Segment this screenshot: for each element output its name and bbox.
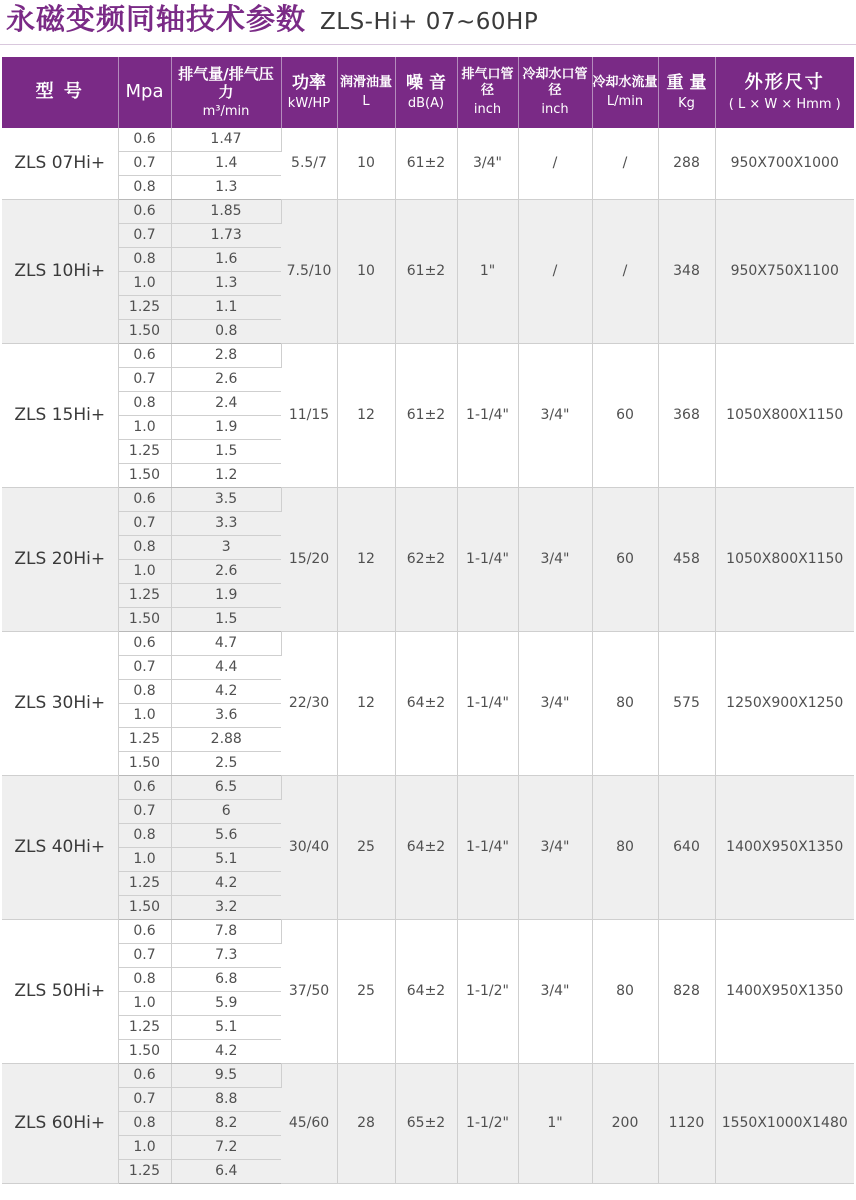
oil-volume-cell: 10: [337, 128, 395, 200]
water-flow-cell: 80: [592, 920, 658, 1064]
water-flow-cell: 60: [592, 488, 658, 632]
water-pipe-cell: 3/4": [518, 344, 592, 488]
flow-cell: 1.1: [171, 296, 281, 320]
water-pipe-cell: 3/4": [518, 488, 592, 632]
model-cell: ZLS 60Hi+: [2, 1064, 118, 1184]
table-row: [2, 344, 854, 368]
power-cell: 45/60: [281, 1064, 337, 1184]
water-pipe-cell: /: [518, 200, 592, 344]
flow-cell: 5.1: [171, 1016, 281, 1040]
pressure-cell: 0.8: [118, 824, 171, 848]
flow-cell: 6.8: [171, 968, 281, 992]
dimensions-cell: 1550X1000X1480: [715, 1064, 854, 1184]
weight-cell: 458: [658, 488, 715, 632]
pressure-cell: 0.8: [118, 1112, 171, 1136]
power-cell: 30/40: [281, 776, 337, 920]
flow-cell: 4.7: [171, 632, 281, 656]
pressure-cell: 1.50: [118, 464, 171, 488]
model-cell: ZLS 07Hi+: [2, 128, 118, 200]
pressure-cell: 1.50: [118, 608, 171, 632]
flow-cell: 1.3: [171, 272, 281, 296]
water-flow-cell: 80: [592, 632, 658, 776]
header-weight: 重 量 Kg: [658, 57, 715, 128]
flow-cell: 4.4: [171, 656, 281, 680]
flow-cell: 4.2: [171, 680, 281, 704]
pressure-cell: 0.6: [118, 1064, 171, 1088]
noise-cell: 61±2: [395, 128, 457, 200]
water-flow-cell: /: [592, 128, 658, 200]
power-cell: 5.5/7: [281, 128, 337, 200]
dimensions-cell: 950X750X1100: [715, 200, 854, 344]
pressure-cell: 1.25: [118, 440, 171, 464]
flow-cell: 2.5: [171, 752, 281, 776]
weight-cell: 348: [658, 200, 715, 344]
header-flow: 排气量/排气压力 m³/min: [171, 57, 281, 128]
table-row: [2, 1064, 854, 1088]
pressure-cell: 0.7: [118, 512, 171, 536]
flow-cell: 1.9: [171, 416, 281, 440]
pressure-cell: 0.8: [118, 536, 171, 560]
weight-cell: 640: [658, 776, 715, 920]
pressure-cell: 1.25: [118, 872, 171, 896]
flow-cell: 5.1: [171, 848, 281, 872]
flow-cell: 1.4: [171, 152, 281, 176]
pressure-cell: 1.25: [118, 1016, 171, 1040]
dimensions-cell: 1050X800X1150: [715, 488, 854, 632]
model-cell: ZLS 50Hi+: [2, 920, 118, 1064]
flow-cell: 4.2: [171, 1040, 281, 1064]
dimensions-cell: 1400X950X1350: [715, 920, 854, 1064]
dimensions-cell: 1050X800X1150: [715, 344, 854, 488]
flow-cell: 6.4: [171, 1160, 281, 1184]
outlet-pipe-cell: 1-1/4": [457, 632, 518, 776]
flow-cell: 6: [171, 800, 281, 824]
dimensions-cell: 1250X900X1250: [715, 632, 854, 776]
pressure-cell: 0.6: [118, 920, 171, 944]
water-flow-cell: /: [592, 200, 658, 344]
pressure-cell: 1.0: [118, 704, 171, 728]
flow-cell: 4.2: [171, 872, 281, 896]
header-oil: 润滑油量 L: [337, 57, 395, 128]
weight-cell: 288: [658, 128, 715, 200]
oil-volume-cell: 10: [337, 200, 395, 344]
flow-cell: 1.9: [171, 584, 281, 608]
table-row: [2, 128, 854, 152]
flow-cell: 1.6: [171, 248, 281, 272]
noise-cell: 64±2: [395, 776, 457, 920]
pressure-cell: 0.7: [118, 152, 171, 176]
pressure-cell: 1.50: [118, 1040, 171, 1064]
table-row: [2, 488, 854, 512]
water-flow-cell: 200: [592, 1064, 658, 1184]
noise-cell: 61±2: [395, 344, 457, 488]
model-cell: ZLS 30Hi+: [2, 632, 118, 776]
oil-volume-cell: 12: [337, 632, 395, 776]
header-noise: 噪 音 dB(A): [395, 57, 457, 128]
model-cell: ZLS 20Hi+: [2, 488, 118, 632]
flow-cell: 9.5: [171, 1064, 281, 1088]
pressure-cell: 1.50: [118, 896, 171, 920]
spec-table: [2, 57, 854, 1184]
header-water-flow: 冷却水流量 L/min: [592, 57, 658, 128]
header-outlet: 排气口管径 inch: [457, 57, 518, 128]
oil-volume-cell: 28: [337, 1064, 395, 1184]
weight-cell: 828: [658, 920, 715, 1064]
flow-cell: 3.5: [171, 488, 281, 512]
outlet-pipe-cell: 1-1/4": [457, 344, 518, 488]
flow-cell: 7.8: [171, 920, 281, 944]
outlet-pipe-cell: 1": [457, 200, 518, 344]
title-chinese: 永磁变频同轴技术参数: [6, 2, 307, 36]
noise-cell: 62±2: [395, 488, 457, 632]
power-cell: 37/50: [281, 920, 337, 1064]
pressure-cell: 0.6: [118, 344, 171, 368]
pressure-cell: 0.8: [118, 968, 171, 992]
water-pipe-cell: 3/4": [518, 920, 592, 1064]
flow-cell: 2.6: [171, 560, 281, 584]
water-flow-cell: 80: [592, 776, 658, 920]
flow-cell: 1.47: [171, 128, 281, 152]
pressure-cell: 0.8: [118, 680, 171, 704]
pressure-cell: 1.0: [118, 416, 171, 440]
table-row: [2, 920, 854, 944]
pressure-cell: 1.0: [118, 560, 171, 584]
model-cell: ZLS 15Hi+: [2, 344, 118, 488]
flow-cell: 3.2: [171, 896, 281, 920]
noise-cell: 64±2: [395, 920, 457, 1064]
outlet-pipe-cell: 1-1/2": [457, 920, 518, 1064]
flow-cell: 1.5: [171, 440, 281, 464]
spec-table-body: [2, 128, 854, 1184]
pressure-cell: 0.7: [118, 656, 171, 680]
flow-cell: 2.88: [171, 728, 281, 752]
flow-cell: 6.5: [171, 776, 281, 800]
pressure-cell: 1.50: [118, 752, 171, 776]
power-cell: 15/20: [281, 488, 337, 632]
title-series: ZLS-Hi+ 07~60HP: [320, 9, 539, 35]
header-power: 功率 kW/HP: [281, 57, 337, 128]
weight-cell: 368: [658, 344, 715, 488]
power-cell: 22/30: [281, 632, 337, 776]
pressure-cell: 1.25: [118, 1160, 171, 1184]
oil-volume-cell: 25: [337, 776, 395, 920]
header-mpa: Mpa: [118, 57, 171, 128]
oil-volume-cell: 12: [337, 344, 395, 488]
flow-cell: 2.8: [171, 344, 281, 368]
flow-cell: 1.73: [171, 224, 281, 248]
water-flow-cell: 60: [592, 344, 658, 488]
flow-cell: 1.2: [171, 464, 281, 488]
flow-cell: 3.3: [171, 512, 281, 536]
outlet-pipe-cell: 1-1/2": [457, 1064, 518, 1184]
flow-cell: 5.9: [171, 992, 281, 1016]
pressure-cell: 0.6: [118, 128, 171, 152]
header-model: 型 号: [2, 57, 118, 128]
pressure-cell: 1.25: [118, 296, 171, 320]
flow-cell: 2.4: [171, 392, 281, 416]
flow-cell: 3: [171, 536, 281, 560]
page-title: [6, 0, 538, 44]
pressure-cell: 1.0: [118, 992, 171, 1016]
dimensions-cell: 1400X950X1350: [715, 776, 854, 920]
pressure-cell: 0.7: [118, 368, 171, 392]
pressure-cell: 0.7: [118, 800, 171, 824]
water-pipe-cell: /: [518, 128, 592, 200]
pressure-cell: 0.6: [118, 632, 171, 656]
table-row: [2, 632, 854, 656]
flow-cell: 3.6: [171, 704, 281, 728]
pressure-cell: 0.6: [118, 200, 171, 224]
title-divider: [0, 44, 856, 45]
table-row: [2, 776, 854, 800]
power-cell: 11/15: [281, 344, 337, 488]
flow-cell: 5.6: [171, 824, 281, 848]
outlet-pipe-cell: 1-1/4": [457, 488, 518, 632]
header-water-pipe: 冷却水口管径 inch: [518, 57, 592, 128]
flow-cell: 7.3: [171, 944, 281, 968]
pressure-cell: 0.6: [118, 776, 171, 800]
water-pipe-cell: 3/4": [518, 776, 592, 920]
water-pipe-cell: 1": [518, 1064, 592, 1184]
dimensions-cell: 950X700X1000: [715, 128, 854, 200]
noise-cell: 61±2: [395, 200, 457, 344]
oil-volume-cell: 12: [337, 488, 395, 632]
flow-cell: 8.8: [171, 1088, 281, 1112]
flow-cell: 2.6: [171, 368, 281, 392]
oil-volume-cell: 25: [337, 920, 395, 1064]
pressure-cell: 0.8: [118, 248, 171, 272]
noise-cell: 65±2: [395, 1064, 457, 1184]
water-pipe-cell: 3/4": [518, 632, 592, 776]
pressure-cell: 0.7: [118, 944, 171, 968]
flow-cell: 1.85: [171, 200, 281, 224]
outlet-pipe-cell: 3/4": [457, 128, 518, 200]
pressure-cell: 0.8: [118, 176, 171, 200]
noise-cell: 64±2: [395, 632, 457, 776]
flow-cell: 0.8: [171, 320, 281, 344]
flow-cell: 7.2: [171, 1136, 281, 1160]
pressure-cell: 1.0: [118, 1136, 171, 1160]
header-dimensions: 外形尺寸 ( L × W × Hmm ): [715, 57, 854, 128]
table-header-row: [2, 57, 854, 128]
pressure-cell: 1.0: [118, 272, 171, 296]
flow-cell: 8.2: [171, 1112, 281, 1136]
pressure-cell: 0.6: [118, 488, 171, 512]
pressure-cell: 0.8: [118, 392, 171, 416]
pressure-cell: 1.25: [118, 584, 171, 608]
model-cell: ZLS 40Hi+: [2, 776, 118, 920]
flow-cell: 1.5: [171, 608, 281, 632]
weight-cell: 1120: [658, 1064, 715, 1184]
model-cell: ZLS 10Hi+: [2, 200, 118, 344]
weight-cell: 575: [658, 632, 715, 776]
flow-cell: 1.3: [171, 176, 281, 200]
pressure-cell: 1.25: [118, 728, 171, 752]
pressure-cell: 0.7: [118, 224, 171, 248]
table-row: [2, 200, 854, 224]
pressure-cell: 0.7: [118, 1088, 171, 1112]
power-cell: 7.5/10: [281, 200, 337, 344]
outlet-pipe-cell: 1-1/4": [457, 776, 518, 920]
pressure-cell: 1.0: [118, 848, 171, 872]
pressure-cell: 1.50: [118, 320, 171, 344]
